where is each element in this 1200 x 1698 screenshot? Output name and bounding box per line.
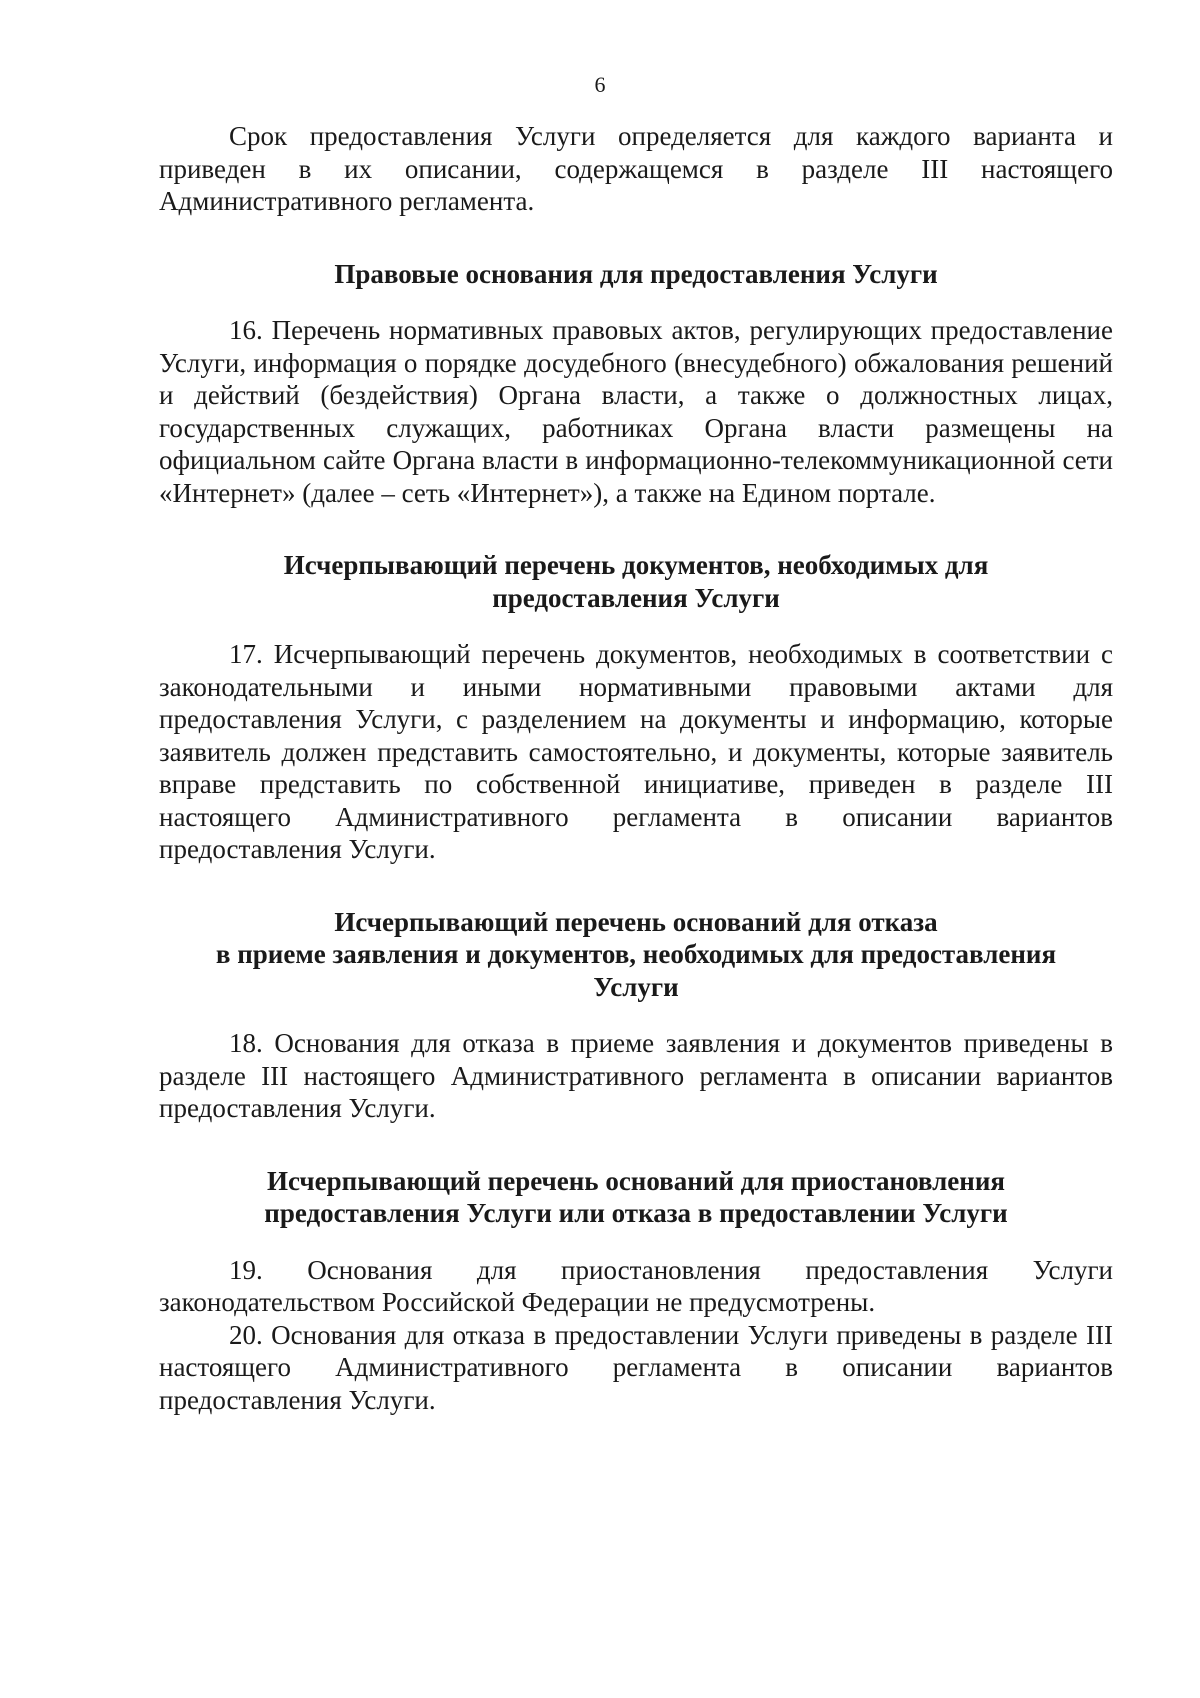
heading-line: в приеме заявления и документов, необходимых для предоставления — [215, 939, 1057, 969]
paragraph-18: 18. Основания для отказа в приеме заявления и документов приведены в разделе III настоящего Административного регламента в описании вариантов предоставления Услуги. — [159, 1028, 1113, 1123]
heading-line: Правовые основания для предоставления Услуги — [334, 258, 938, 289]
page-number: 6 — [594, 72, 606, 97]
heading-line: Исчерпывающий перечень оснований для приостановления — [266, 1165, 1006, 1196]
paragraph-16: 16. Перечень нормативных правовых актов, регулирующих предоставление Услуги, информация о порядке досудебного (внесудебного) обжалования решений и действий (бездействия) Органа власти, а также о должностных лицах, государственных служащих, работниках Органа власти размещены на официальном сайте Органа власти в информационно-телекоммуникационной сети «Интернет» (далее – сеть «Интернет»), а также на Едином портале. — [159, 315, 1113, 508]
paragraph-19: 19. Основания для приостановления предоставления Услуги законодательством Российской Федерации не предусмотрены. — [159, 1254, 1113, 1317]
heading-line: Услуги — [593, 971, 679, 1002]
document-body — [159, 120, 1113, 1416]
section-heading-suspension-refusal — [159, 1165, 1113, 1230]
heading-line: предоставления Услуги или отказа в предоставлении Услуги — [264, 1198, 1008, 1228]
paragraph-20: 20. Основания для отказа в предоставлении Услуги приведены в разделе III настоящего Административного регламента в описании вариантов предоставления Услуги. — [159, 1319, 1113, 1415]
heading-line: Исчерпывающий перечень оснований для отказа — [334, 906, 938, 937]
heading-line: предоставления Услуги — [492, 582, 780, 613]
section-heading-legal-grounds — [159, 258, 1113, 291]
section-heading-documents-list — [159, 549, 1113, 614]
section-heading-refusal-acceptance — [159, 906, 1113, 1004]
paragraph-17: 17. Исчерпывающий перечень документов, необходимых в соответствии с законодательными и иными нормативными правовыми актами для предоставления Услуги, с разделением на документы и информацию, которые заявитель должен представить самостоятельно, и документы, которые заявитель вправе представить по собственной инициативе, приведен в разделе III настоящего Административного регламента в описании вариантов предоставления Услуги. — [159, 639, 1113, 864]
intro-paragraph: Срок предоставления Услуги определяется для каждого варианта и приведен в их описании, содержащемся в разделе III настоящего Административного регламента. — [159, 121, 1113, 216]
heading-line: Исчерпывающий перечень документов, необходимых для — [283, 550, 989, 580]
